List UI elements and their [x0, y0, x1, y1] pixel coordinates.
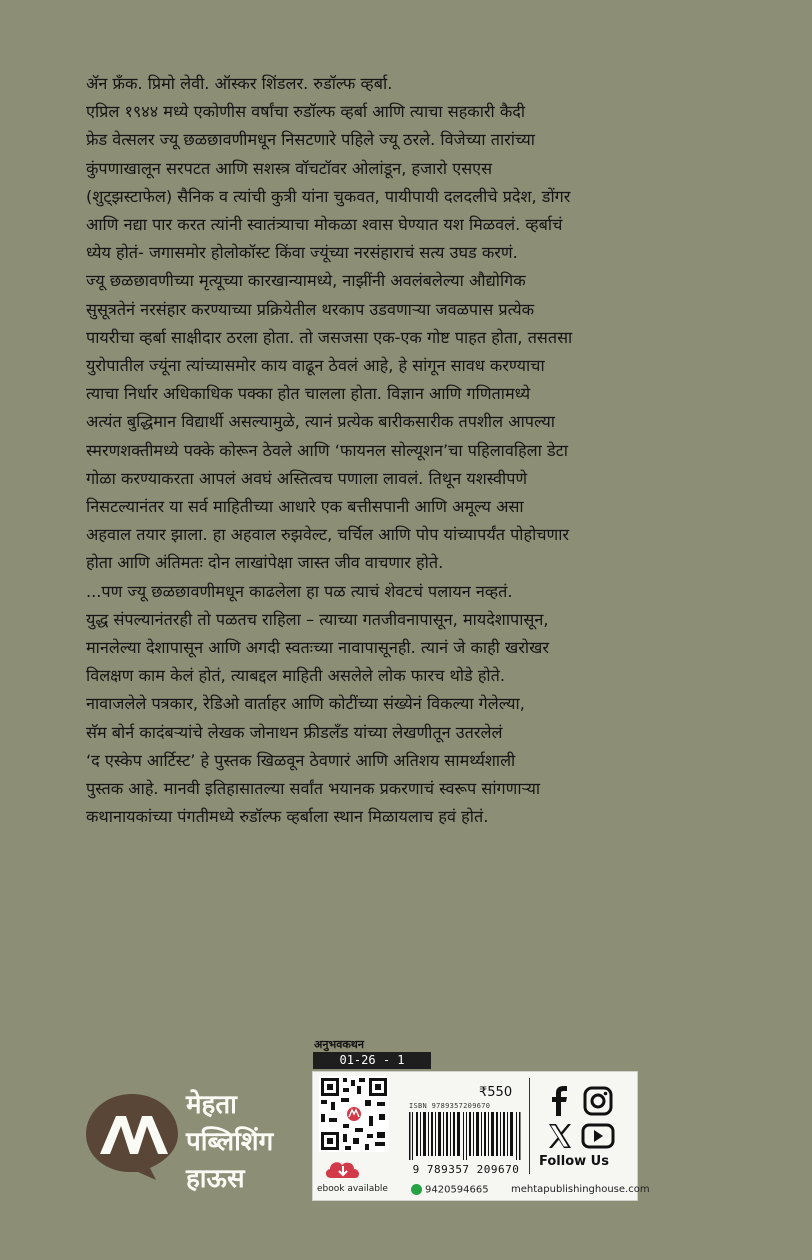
- blurb-paragraph: [86, 98, 726, 267]
- blurb-paragraph: [86, 267, 726, 577]
- blurb-line: कथानायकांच्या पंगतीमध्ये रुडॉल्फ व्हर्बाला स्थान मिळायलाच हवं होतं.: [86, 807, 489, 827]
- youtube-icon[interactable]: [583, 1125, 613, 1147]
- blurb-line: युद्ध संपल्यानंतरही तो पळतच राहिला – त्याच्या गतजीवनापासून, मायदेशापासून,: [86, 609, 549, 629]
- blurb-line: (शुट्झस्टाफेल) सैनिक व त्यांची कुत्री यांना चुकवत, पायीपायी दलदलीचे प्रदेश, डोंगर: [86, 186, 571, 206]
- follow-us-text: Follow Us: [539, 1154, 609, 1169]
- blurb-line: युरोपातील ज्यूंना त्यांच्यासमोर काय वाढून ठेवलं आहे, हे सांगून सावध करण्याचा: [86, 356, 545, 376]
- blurb-line: फ्रेड वेत्सलर ज्यू छळछावणीमधून निसटणारे पहिले ज्यू ठरले. विजेच्या तारांच्या: [86, 130, 535, 150]
- blurb-line: होता आणि अंतिमतः दोन लाखांपेक्षा जास्त जीव वाचणार होते.: [86, 553, 444, 573]
- blurb-line: मानलेल्या देशापासून आणि अगदी स्वतःच्या नावापासूनही. त्यानं जे काही खरोखर: [86, 638, 549, 658]
- facebook-icon[interactable]: [552, 1086, 567, 1116]
- barcode-icon: [407, 1112, 525, 1160]
- category-code: 01-26 - 1: [313, 1052, 431, 1069]
- blurb-line: आणि नद्या पार करत त्यांनी स्वातंत्र्याचा मोकळा श्वास घेण्यात यश मिळवलं. व्हर्बाचं: [86, 215, 563, 235]
- blurb-line: सुसूत्रतेनं नरसंहार करण्याच्या प्रक्रियेतील थरकाप उडवणाऱ्या जवळपास प्रत्येक: [86, 299, 535, 319]
- blurb-paragraph: [86, 690, 726, 831]
- whatsapp-icon: [411, 1184, 422, 1195]
- barcode-digits: 9 789357 209670: [412, 1163, 520, 1176]
- phone-number[interactable]: [411, 1184, 489, 1196]
- blurb-line: अहवाल तयार झाला. हा अहवाल रुझवेल्ट, चर्चिल आणि पोप यांच्यापर्यंत पोहोचणार: [86, 525, 570, 545]
- label-divider: [529, 1078, 530, 1174]
- isbn-text: ISBN 9789357209670: [409, 1102, 491, 1110]
- blurb-line: गोळा करण्याकरता आपलं अवघं अस्तित्वच पणाला लावलं. तिथून यशस्वीपणे: [86, 468, 528, 488]
- x-icon[interactable]: [549, 1124, 571, 1148]
- blurb-line: ज्यू छळछावणीच्या मृत्यूच्या कारखान्यामध्ये, नाझींनी अवलंबलेल्या औद्योगिक: [86, 271, 526, 291]
- blurb-line: ‘द एस्केप आर्टिस्ट’ हे पुस्तक खिळवून ठेवणारं आणि अतिशय सामर्थ्यशाली: [86, 750, 516, 770]
- blurb-line: ...पण ज्यू छळछावणीमधून काढलेला हा पळ त्याचं शेवटचं पलायन नव्हतं.: [86, 581, 513, 601]
- blurb-line: कुंपणाखालून सरपटत आणि सशस्त्र वॉचटॉवर ओलांडून, हजारो एसएस: [86, 158, 493, 178]
- ebook-available-text: ebook available: [317, 1184, 388, 1194]
- publisher-name-line: पब्लिशिंग: [186, 1127, 274, 1157]
- blurb-paragraph: [86, 578, 726, 691]
- blurb-line: ध्येय होतं- जगासमोर होलोकॉस्ट किंवा ज्यूंच्या नरसंहाराचं सत्य उघड करणं.: [86, 243, 518, 263]
- blurb-line: ॲन फ्रँक. प्रिमो लेवी. ऑस्कर शिंडलर. रुडॉल्फ व्हर्बा.: [86, 74, 393, 93]
- price-text: ₹550: [479, 1085, 513, 1100]
- category-title: अनुभवकथन: [314, 1038, 364, 1051]
- blurb-line: पायरीचा व्हर्बा साक्षीदार ठरला होता. तो जसजसा एक-एक गोष्ट पाहत होता, तसतसा: [86, 327, 573, 347]
- blurb-line: पुस्तक आहे. मानवी इतिहासातल्या सर्वांत भयानक प्रकरणाचं स्वरूप सांगणाऱ्या: [86, 779, 541, 799]
- publisher-name-line: मेहता: [186, 1090, 237, 1120]
- social-icons: [543, 1086, 625, 1152]
- blurb-line: नावाजलेले पत्रकार, रेडिओ वार्ताहर आणि कोटींच्या संख्येनं विकल्या गेलेल्या,: [86, 694, 525, 714]
- blurb-line: त्याचा निर्धार अधिकाधिक पक्का होत चालला होता. विज्ञान आणि गणितामध्ये: [86, 384, 531, 404]
- blurb-paragraph: [86, 70, 726, 98]
- back-cover-blurb: [86, 70, 726, 831]
- blurb-line: निसटल्यानंतर या सर्व माहितीच्या आधारे एक बत्तीसपानी आणि अमूल्य असा: [86, 497, 524, 517]
- phone-text: 9420594665: [425, 1184, 489, 1196]
- qr-code-icon[interactable]: [319, 1076, 389, 1152]
- blurb-line: एप्रिल १९४४ मध्ये एकोणीस वर्षांचा रुडॉल्फ व्हर्बा आणि त्याचा सहकारी कैदी: [86, 102, 526, 122]
- blurb-line: सॅम बोर्न कादंबऱ्यांचे लेखक जोनाथन फ्रीडलँड यांच्या लेखणीतून उतरलेलं: [86, 722, 503, 742]
- mehta-publishing-logo-icon: [82, 1090, 182, 1182]
- publisher-name: [186, 1087, 273, 1198]
- price-barcode-label: [312, 1071, 650, 1201]
- website-link[interactable]: mehtapublishinghouse.com: [511, 1184, 650, 1195]
- blurb-line: अत्यंत बुद्धिमान विद्यार्थी असल्यामुळे, त्यानं प्रत्येक बारीकसारीक तपशील आपल्या: [86, 412, 555, 432]
- blurb-line: स्मरणशक्तीमध्ये पक्के कोरून ठेवले आणि ‘फायनल सोल्यूशन’चा पहिलावहिला डेटा: [86, 440, 568, 460]
- ebook-cloud-icon: [323, 1158, 363, 1180]
- blurb-line: विलक्षण काम केलं होतं, त्याबद्दल माहिती असलेले लोक फारच थोडे होते.: [86, 666, 506, 686]
- instagram-icon[interactable]: [585, 1088, 611, 1114]
- publisher-name-line: हाऊस: [186, 1164, 245, 1194]
